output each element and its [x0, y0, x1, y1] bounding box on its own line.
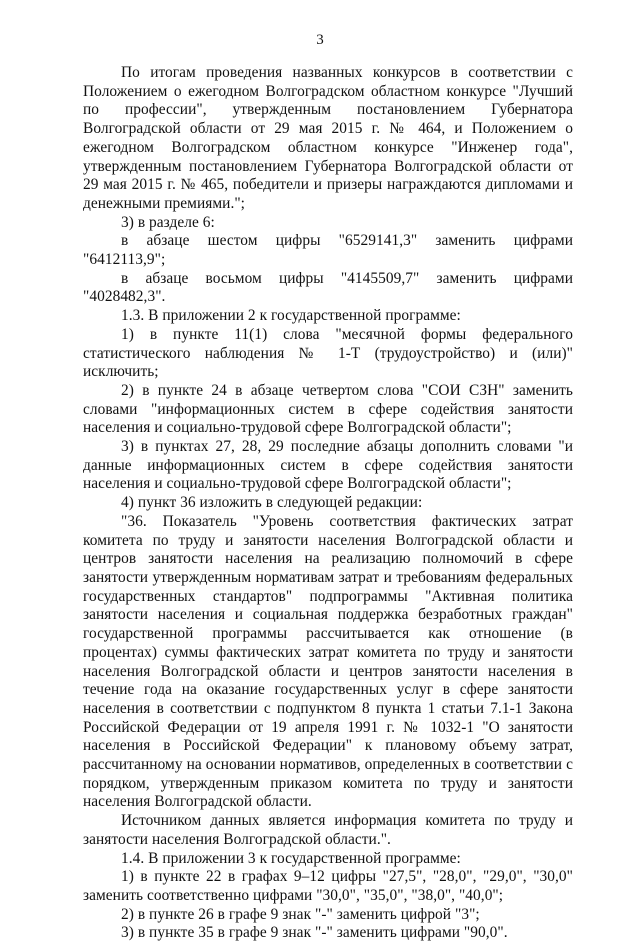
paragraph-abzac-8: в абзаце восьмом цифры "4145509,7" заменить цифрами "4028482,3". [83, 269, 573, 306]
paragraph-section-6: 3) в разделе 6: [121, 213, 215, 231]
paragraph-item-36: 4) пункт 36 изложить в следующей редакции: [121, 494, 423, 512]
paragraph-indicator-36: "36. Показатель "Уровень соответствия фактических затрат комитета по труду и занятости населения Волгоградской области и центров занятости населения на реализацию полномочий в сфере занятости утвержденным нормативам затрат и требованиям федеральных государственных стандартов" подпрограммы "Активная политика занятости населения и социальная поддержка безработных граждан" государственной программы рассчитывается как отношение (в процентах) суммы фактических затрат комитета по труду и занятости населения Волгоградской области и центров занятости населения в течение года на оказание государственных услуг в сфере занятости населения в соответствии с подпунктом 8 пункта 1 статьи 7.1-1 Закона Российской Федерации от 19 апреля 1991 г. № 1032-1 "О занятости населения в Российской Федерации" к плановому объему затрат, рассчитанному на основании нормативов, определенных в соответствии с порядком, утвержденным приказом комитета по труду и занятости населения Волгоградской области. [83, 512, 573, 811]
paragraph-appendix-3: 1.4. В приложении 3 к государственной программе: [121, 849, 461, 867]
paragraph-abzac-6: в абзаце шестом цифры "6529141,3" заменить цифрами "6412113,9"; [83, 232, 573, 269]
page-number: 3 [316, 32, 324, 48]
paragraph-awards: По итогам проведения названных конкурсов в соответствии с Положением о ежегодном Волгоградском областном конкурсе "Лучший по профессии", утвержденным постановлением Губернатора Волгоградской области от 29 мая 2015 г. № 464, и Положением о ежегодном Волгоградском областном конкурсе "Инженер года", утвержденным постановлением Губернатора Волгоградской области от 29 мая 2015 г. № 465, победители и призеры награждаются дипломами и денежными премиями."; [83, 64, 573, 212]
paragraph-item-26: 2) в пункте 26 в графе 9 знак "-" заменить цифрой "3"; [121, 905, 480, 923]
paragraph-item-11: 1) в пункте 11(1) слова "месячной формы федерального статистического наблюдения № 1-Т (трудоустройство) и (или)" исключить; [83, 325, 573, 381]
paragraph-data-source: Источником данных является информация комитета по труду и занятости населения Волгоградской области.". [83, 812, 573, 848]
paragraph-item-24: 2) в пункте 24 в абзаце четвертом слова "СОИ СЗН" заменить словами "информационных систем в сфере содействия занятости населения и социально-трудовой сфере Волгоградской области"; [83, 381, 573, 437]
paragraph-item-35: 3) в пункте 35 в графе 9 знак "-" заменить цифрами "90,0". [121, 924, 508, 942]
document-body [83, 64, 573, 943]
paragraph-item-22: 1) в пункте 22 в графах 9–12 цифры "27,5", "28,0", "29,0", "30,0" заменить соответственно цифрами "30,0", "35,0", "38,0", "40,0"; [83, 868, 573, 904]
paragraph-items-27-29: 3) в пунктах 27, 28, 29 последние абзацы дополнить словами "и данные информационных систем в сфере содействия занятости населения и социально-трудовой сфере Волгоградской области"; [83, 438, 573, 493]
paragraph-appendix-2: 1.3. В приложении 2 к государственной программе: [121, 307, 461, 325]
